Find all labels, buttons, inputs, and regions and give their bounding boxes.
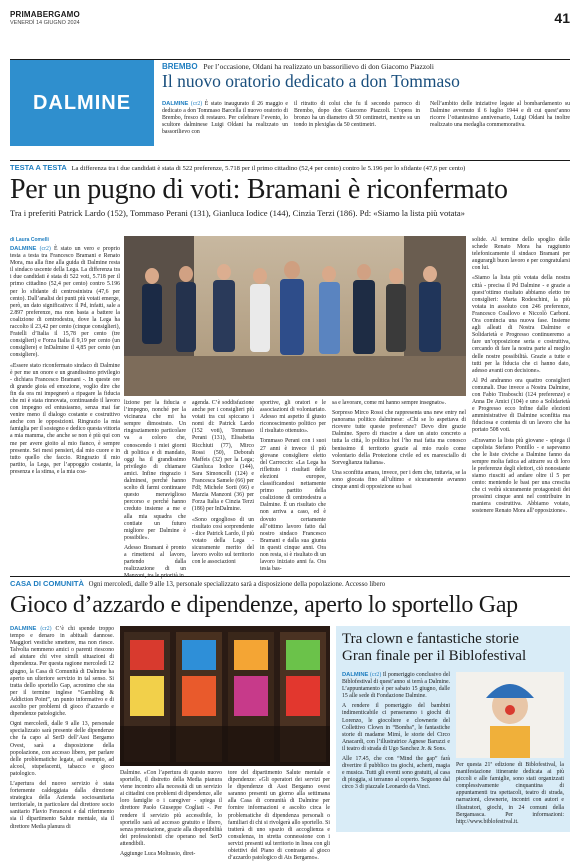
article-biblofestival (342, 631, 568, 665)
article-gap (10, 580, 570, 617)
article-elezioni-text3b: «Sono orgoglioso di un risultato così sorprendente - dice Patrick Lardo, il più votato della Lega - sicuramente merito del lavoro svolto sul territorio con le associazioni (192, 516, 254, 566)
article-elezioni-col3 (192, 400, 254, 570)
article-gap-kicker-line: Ogni mercoledì, dalle 9 alle 13, personale specializzato sarà a disposizione della popolazione. Accesso libero (88, 581, 386, 588)
dateline-code: (cr2) (39, 246, 51, 252)
article-elezioni-text3: agenda. C’è soddisfazione anche per i consiglieri più votati tra cui spiccano i nomi di: Patrick Lardo (152 voti), Tommaso Perani (131), Elisabetta Ricchiuti (77), Mirco Rossi (50), Deborah Maffeis (32) per la Lega; Gianluca Iodice (144), Sara Simoncelli (124) e Francesca Samele (66) per FdI; Michele Sorti (66) e Marzia Manzoni (36) per Forza Italia e Cinzia Terzi (186) per InDalmine. (192, 400, 254, 513)
article-elezioni-text5: sa e lavorare, come mi hanno sempre insegnato». (332, 400, 447, 406)
article-elezioni-text6d: «Eravamo la lista più giovane - spiega il capolista Stefano Pontillo - e sapevamo che le liste civiche a Dalmine fanno da sempre molta fatica ad attrarre su di loro le preferenze degli elettori, ciò nonostante siamo riusciti ad andare oltre il 5 per cento: mentendo le basi per una crescita che ci vedrà sicuramente protagonisti dei prossimi cinque anni nel contribuire in maniera costruttiva. Abbiamo votato, sostenere Renato Mora all’opposizione». (472, 437, 570, 515)
issue-date: VENERDÌ 14 GIUGNO 2024 (10, 20, 80, 26)
article-gap-text2: Dalmine. «Con l’apertura di questo nuovo sportello, il distretto della Media pianura viene incontro alla necessità di un servizio ai cittadini con problemi di dipendenze, alle loro famiglie o i caregiver - spiega il direttore Paolo Giuseppe Cogliati -. Per rendere il servizio più accessibile, lo sportello sarà ad accesso gratuito e libero, senza prenotazione, grazie alla disponibilità dei professionisti che operano nel SerD attendibili. (120, 770, 222, 847)
article-gap-title: Gioco d’azzardo e dipendenze, aperto lo sportello Gap (10, 592, 518, 618)
clown-image (456, 672, 564, 758)
article-biblofestival-col1 (342, 672, 450, 830)
article-gap-text1b: Ogni mercoledì, dalle 9 alle 13, personale specializzato sarà presente delle dipendenze che fa capo al SerD dell’Asst Bergamo Ovest, sarà a disposizione della popolazione, con accesso libero, per parlare delle problematiche legate, ad esempio, ad alcool, stupefacenti, tabacco e gioco patologico. (10, 721, 114, 777)
dateline: DALMINE (10, 626, 37, 632)
article-elezioni-col4 (260, 400, 326, 573)
section-rule (10, 160, 570, 161)
article-elezioni-text5c: Una sconfitta amara, invece, per i dem che, tuttavia, se la sono giocata fino all’ultimo e sicuramente avranno cinque anni di opposizione su basi (332, 469, 466, 491)
article-biblofestival-text1b: A rendere il pomeriggio del bambini indimenticabile ci penseranno i giochi di Lorenzo, le giocoliere e clownerie del Collettivo Clown in “Bomba”, le fantastiche storie di madame Mimì, le storie del Circo Anacardi, con l’illustratrice Agnese Baruzzi e il teatro di strada di Ugo Sanchez Jr. & Sons. (342, 703, 450, 752)
article-gap-col2 (120, 770, 222, 858)
dateline-code: (cr2) (40, 626, 52, 632)
article-elezioni-kicker-row (10, 164, 570, 173)
article-elezioni-text4: sportive, gli oratori e le associazioni di volontariato. Adesso mi aspetto il giusto riconoscimento politico per il risultato ottenuto». (260, 400, 326, 435)
article-elezioni (10, 164, 570, 218)
section-rule (10, 576, 570, 577)
group-photo-image (124, 236, 466, 396)
article-elezioni-kicker-line: La differenza tra i due candidati è stata di 522 preferenze, 5.718 per il primo cittadino (52,4 per cento) contro le 5.196 per lo sfidante (47,6 per cento) (71, 165, 466, 172)
article-elezioni-col2 (124, 400, 186, 573)
article-elezioni-subtitle: Tra i preferiti Patrick Lardo (152), Tommaso Perani (131), Gianluca Iodice (144), Cinzia Terzi (186). Pd: «Siamo la lista più votata» (10, 208, 465, 218)
article-oratorio (162, 62, 570, 91)
article-gap-kicker-row (10, 580, 570, 589)
slot-machine-image (120, 626, 330, 766)
article-elezioni-text6c: Al Pd andranno ora quattro consiglieri comunali. Due invece a Nostra Dalmine, con Fabio Tiraboschi (124 preferenze) e Anna De Amici (104) e uno a Solidarietà e Progresso ecco Infine dalle elezioni amministrative di Dalmine sconfitta ma fiduciosa e contenta di un lavoro che ha portato 508 voti. (472, 377, 570, 434)
article-elezioni-kicker: TESTA A TESTA (10, 163, 67, 172)
article-gap-text1: C’è chi spende troppo tempo e denaro in abituali dannose. Maggiori vestiche smettere, ma non riesce. Talvolta nemmeno amici o parenti riescono ad aiutare chi vive simili situazioni di dipendenza. Per questa ragione mercoledì 12 giugno, la Casa di Comunità di Dalmine ha aperto un ulteriore servizio in tal senso. Si tratta dello sportello Gap, acronimo che sta per il termine inglese “Gambling & Addiction Point”, un punto informativo e di ascolto per problemi di gioco d’azzardo e dipendenze patologiche. (10, 626, 115, 718)
dateline: DALMINE (342, 672, 369, 678)
article-gap-text2b: Aggiunge Luca Moltrasio, diret- (120, 851, 196, 858)
masthead (10, 10, 570, 28)
clown-photo (456, 672, 564, 758)
article-oratorio-kicker-row (162, 62, 570, 71)
article-elezioni-title: Per un pugno di voti: Bramani è riconfermato (10, 174, 508, 205)
slot-machine-photo (120, 626, 330, 766)
article-elezioni-text4b: Tommaso Perani con i suoi 27 anni è invece il più giovane consigliere eletto del Carroccio: «La Lega ha riflettuto i risultati delle elezioni europee, classificandosi nettamente primo partito della coalizione di centrodestra a Dalmine. È un risultato che non arriva a caso, ed è dovuto certamente all’ottimo lavoro fatto dal nostro sindaco Francesco Bramani e dalla sua giunta in questi cinque anni. Ora non resta, si è risultato di un lavoro iniziato anni fa. Ora tesia bas- (260, 438, 326, 573)
article-elezioni-col6 (472, 237, 570, 570)
article-biblofestival-col2: Per questa 21ª edizione di Biblofestival, la manifestazione itinerante dedicata ai più piccoli e alle famiglie, sono stati organizzati complessivamente cinquantina di appuntamenti tra spettacoli, teatro di strada, narrazioni, clownerie, incontri con autori e illustratori, giochi, in 24 comuni della Bergamasca. Per informazioni: http://www.biblofestival.it. (456, 762, 564, 825)
group-photo (124, 236, 466, 396)
article-elezioni-col1 (10, 246, 120, 570)
article-biblofestival-text1: Il pomeriggio conclusivo del Biblofestival di quest’anno si terrà a Dalmine. L’appuntamento è per sabato 15 giugno, dalle 15 alle sede di Fondazione Dalmine. (342, 672, 451, 700)
article-elezioni-text6: solide. Al termine dello spoglio delle schede Renato Mora ha raggiunto telefonicamente il sindaco Bramani per augurargli buon lavoro e per congratularsi con lui. (472, 237, 570, 272)
article-oratorio-kicker: BREMBO (162, 62, 198, 71)
dateline-code: (cr2) (190, 101, 203, 107)
article-oratorio-title: Il nuovo oratorio dedicato a don Tommaso (162, 71, 460, 91)
article-gap-kicker: CASA DI COMUNITÀ (10, 579, 84, 588)
article-gap-col3: tore del dipartimento Salute mentale e dipendenze: «Gli operatori dei servizi per le dipendenze di Asst Bergamo ovest saranno presenti un giorno alla settimana alla Casa di comunità di Dalmine per fornire informazioni e ascolto circa le problematiche di dipendenza personali o familiari di chi si rivolgerà allo sportello. Si tratterà di uno spazio di accoglienza e consulenza, in stretta connessione con i servizi presenti sul territorio in linea con gli obiettivi del Piano di contrasto al gioco d’azzardo patologico di Ats Bergamo». (228, 770, 330, 862)
byline: di Laura Comelli (10, 237, 49, 243)
article-biblofestival-title-1: Tra clown e fantastiche storie (342, 631, 519, 647)
newspaper-brand: PRIMABERGAMO (10, 10, 80, 19)
article-gap-text1c: L’apertura del nuovo servizio è stata fortemente caldeggiata dalla direzione strategica della Azienda sociosanitaria territoriale, in particolare dal direttore socio sanitario Flavio Ferancesi e dal riferimento sia il dipartimento Salute mentale, sia il direttore Media planura di (10, 780, 114, 830)
article-oratorio-col1 (162, 101, 288, 147)
article-elezioni-text6b: «Siamo la lista più votata della nostra città - precisa il Pd Dalmine - e grazie a quest’ottimo risultato abbiamo eletto tre consiglieri: Marta Rodeschini, la più votata in assoluto con 246 preferenze, Francesco Coallovo e Niccolò Carboni. Ora comincia una nuova fase. Insieme agli alleati di Nostra Dalmine e Solidarietà e Progresso continueremo a fare un’opposizione seria e costruttiva, cercando di fare la nostra parte al meglio delle nostre possibilità. Grazie a tutte e tutti per la fiducia che ci hanno dato, adesso avanti con decisione». (472, 275, 570, 374)
article-gap-col1 (10, 626, 114, 830)
article-elezioni-text1: È stato un vero e proprio testa a testa tra Francesco Bramani e Renato Mora, ma alla fine alla guida di Dalmine resta il sindaco uscente della Lega. La differenza tra i due candidati è stata di 522 voti, 5.718 per il primo cittadino (52,4 per cento) contro 5.196 per lo sfidante di centrosinistra (47,6 per cento). Dall’analisi dei punti più votati emerge, però, un dato significativo: il Pd, infatti, sale a 2.897 preferenze, ma non basta a battere la coalizione di centrodestra, dove la Lega ha raccolto il 23,42 per cento (cinque consiglieri), Fratelli d’Italia il 15,78 per cento (tre consiglieri) e Forza Italia il 9,19 per cento (un consigliere) e InDalmine il 4,85 per cento (un consigliere). (10, 246, 120, 359)
page-number: 41 (554, 10, 570, 26)
article-oratorio-kicker-line: Per l’occasione, Oldani ha realizzato un bassorilievo di don Giacomo Piazzoli (203, 62, 434, 71)
dateline-code: (cr2) (369, 672, 382, 678)
article-elezioni-text5b: Sorpreso Mirco Rossi che rappresenta una new entry nel panorama politico dalminese: «Chi se lo aspettava di ricevere tutte queste preferenze? Devo dire grazie Dalmine. Spero di riuscire a dare un aiuto concreto a tutta la città, lo politica hoi l’ho mai fatta ma conosco benissimo il territorio grazie al mio ruolo come volontario della Protezione civile ed ex maresciallo di Sorveglianza italiana». (332, 410, 466, 466)
article-biblofestival-text1c: Alle 17.45, che con “Mind the gap” farà divertire il pubblico tra giochi, acherti, magia e musica. Tutti gli eventi sono gratuiti, al casa di pioggia, si terranno al coperto. Seguono dal circo 3 di piazzale Leonardo da Vinci. (342, 756, 450, 791)
article-elezioni-text2: lizione per la fiducia e l’impegno, nonché per la vicinanza che mi ha sempre dimostrato. Un ringraziamento particolare va a coloro che, conoscendo i miei giorni di politica e di mandato, oggi ha il grandissimo privilegio di chiamare amici. Infine ringrazio i dalminesi, perché hanno scelto di farmi continuare questo meraviglioso percorso e perché hanno creduto insieme a me e alla mia squadra che contiate un futuro migliore per Dalmine è possibile». (124, 400, 186, 541)
article-oratorio-col2: il ritratto di colui che fu il secondo parroco di Brembo, dopo don Giacomo Piazzoli. L’opera in bronzo ha un diametro di 50 centimetri, mentre su un tondo in plexiglas da 50 centimetri. (294, 101, 420, 129)
section-band: DALMINE (10, 60, 154, 146)
article-elezioni-text1b: «Essere stato riconfermato sindaco di Dalmine è per me un onore e un grandissimo privilegio - dichiara Francesco Bramani -. In queste ore di grande gioia ed emozione, voglio dire che fin da ora mi impegnerò a ripagare la fiducia che mi è stata rinnovata, continuando il lavoro con impegno ed entusiasmo, senza mai far venire meno il dialogo costante e costruttivo anche con le opposizioni. Ringrazio la mia famiglia per il sostegno e dedico questa vittoria a mia mamma, che anche se non è più qui con me per avere gioito al mio fianco, è sempre presente. Sei mesi pensieri, dal mio cuore e in tutto quello che faccio. Ringrazio il mio partito, la Lega, per l’appoggio costante, la presenza e la stima, e la mia coa- (10, 362, 120, 475)
article-oratorio-text1: È stato inaugurato il 26 maggio e dedicato a don Tommaso Barcella il nuovo oratorio di Brembo, fresco di restauro. Per celebrare l’evento, lo scultore dalminese Luigi Oldani ha realizzato un bassorilievo con (162, 101, 289, 136)
dateline: DALMINE (10, 246, 37, 252)
dateline: DALMINE (162, 101, 189, 107)
article-elezioni-text2b: Adesso Bramani è pronto a rimettersi al lavoro, partendo dalla realizzazione di un (124, 544, 186, 573)
article-elezioni-col5 (332, 400, 466, 570)
article-biblofestival-title-2: Gran finale per il Biblofestival (342, 648, 527, 664)
article-oratorio-col3: Nell’ambito delle iniziative legate al bombardamento su Dalmine avvenuto il 6 luglio 1944 e di cui quest’anno ricorre l’ottantesimo anniversario, Luigi Oldani ha inoltre realizzato una medaglia commemorativa. (430, 101, 570, 129)
